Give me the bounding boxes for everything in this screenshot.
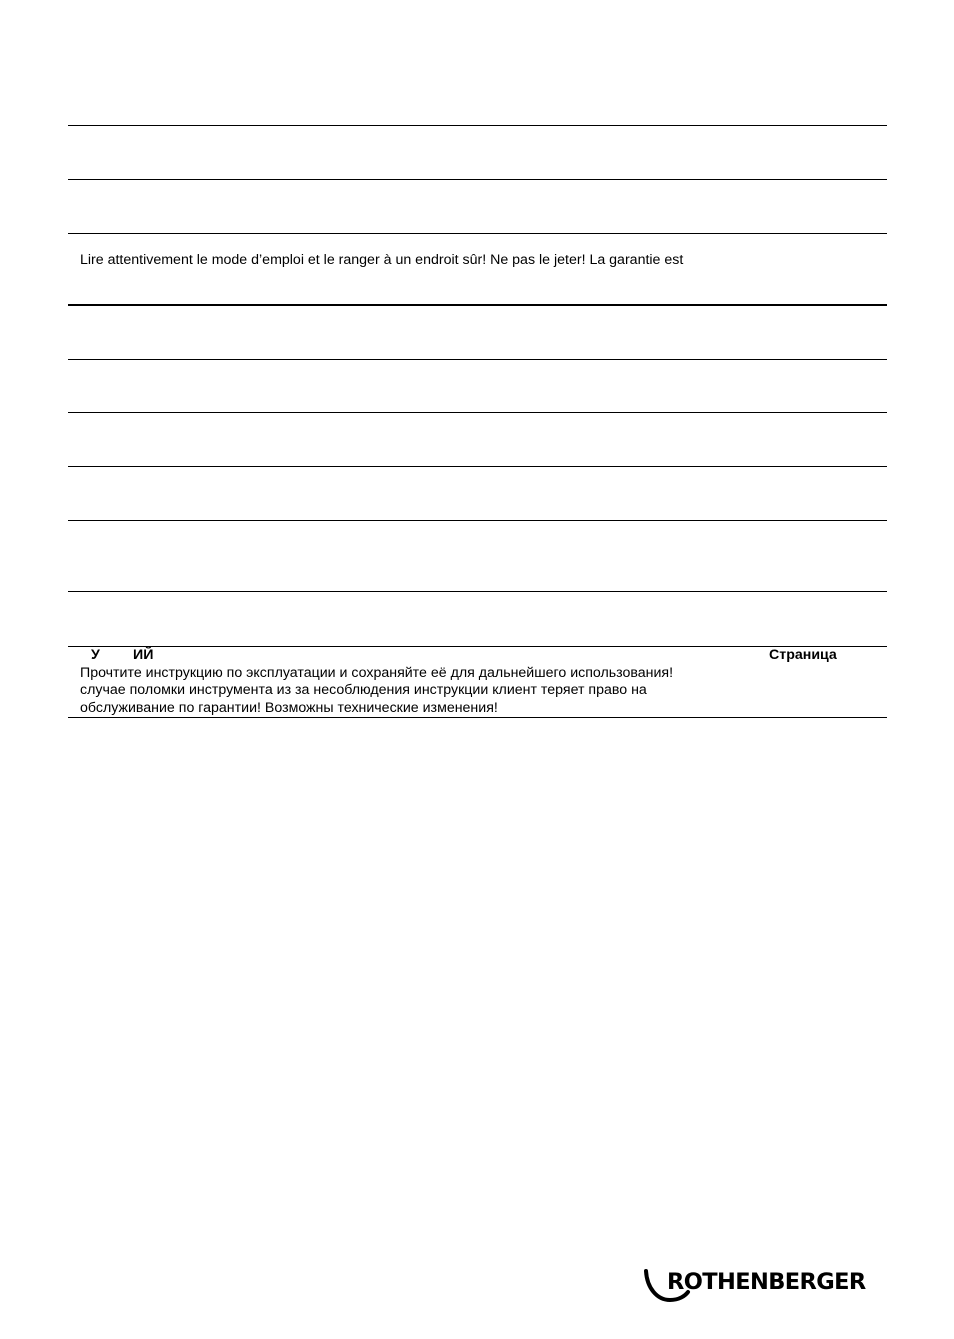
russian-notice-line-3: обслуживание по гарантии! Возможны технические изменения! bbox=[80, 700, 498, 716]
separator-rule-3 bbox=[68, 233, 887, 234]
separator-rule-10 bbox=[68, 646, 887, 647]
separator-rule-9 bbox=[68, 591, 887, 592]
separator-rule-1 bbox=[68, 125, 887, 126]
french-notice-text: Lire attentivement le mode d’emploi et le ranger à un endroit sûr! Ne pas le jeter! La garantie est bbox=[80, 252, 684, 268]
separator-rule-7 bbox=[68, 466, 887, 467]
russian-notice-line-1: Прочтите инструкцию по эксплуатации и сохраняйте её для дальнейшего использования! bbox=[80, 665, 674, 681]
rothenberger-logo bbox=[643, 1268, 878, 1304]
separator-rule-11 bbox=[68, 717, 887, 718]
logo-wordmark: ROTHENBERGER bbox=[667, 1269, 866, 1295]
separator-rule-5 bbox=[68, 359, 887, 360]
russian-heading-part-2: ИЙ bbox=[133, 647, 154, 663]
separator-rule-8 bbox=[68, 520, 887, 521]
russian-notice-line-2: случае поломки инструмента из за несоблюдения инструкции клиент теряет право на bbox=[80, 682, 647, 698]
separator-rule-6 bbox=[68, 412, 887, 413]
separator-rule-2 bbox=[68, 179, 887, 180]
russian-heading-part-1: У bbox=[91, 647, 100, 663]
russian-page-label: Страница bbox=[769, 647, 837, 663]
separator-rule-4 bbox=[68, 304, 887, 306]
